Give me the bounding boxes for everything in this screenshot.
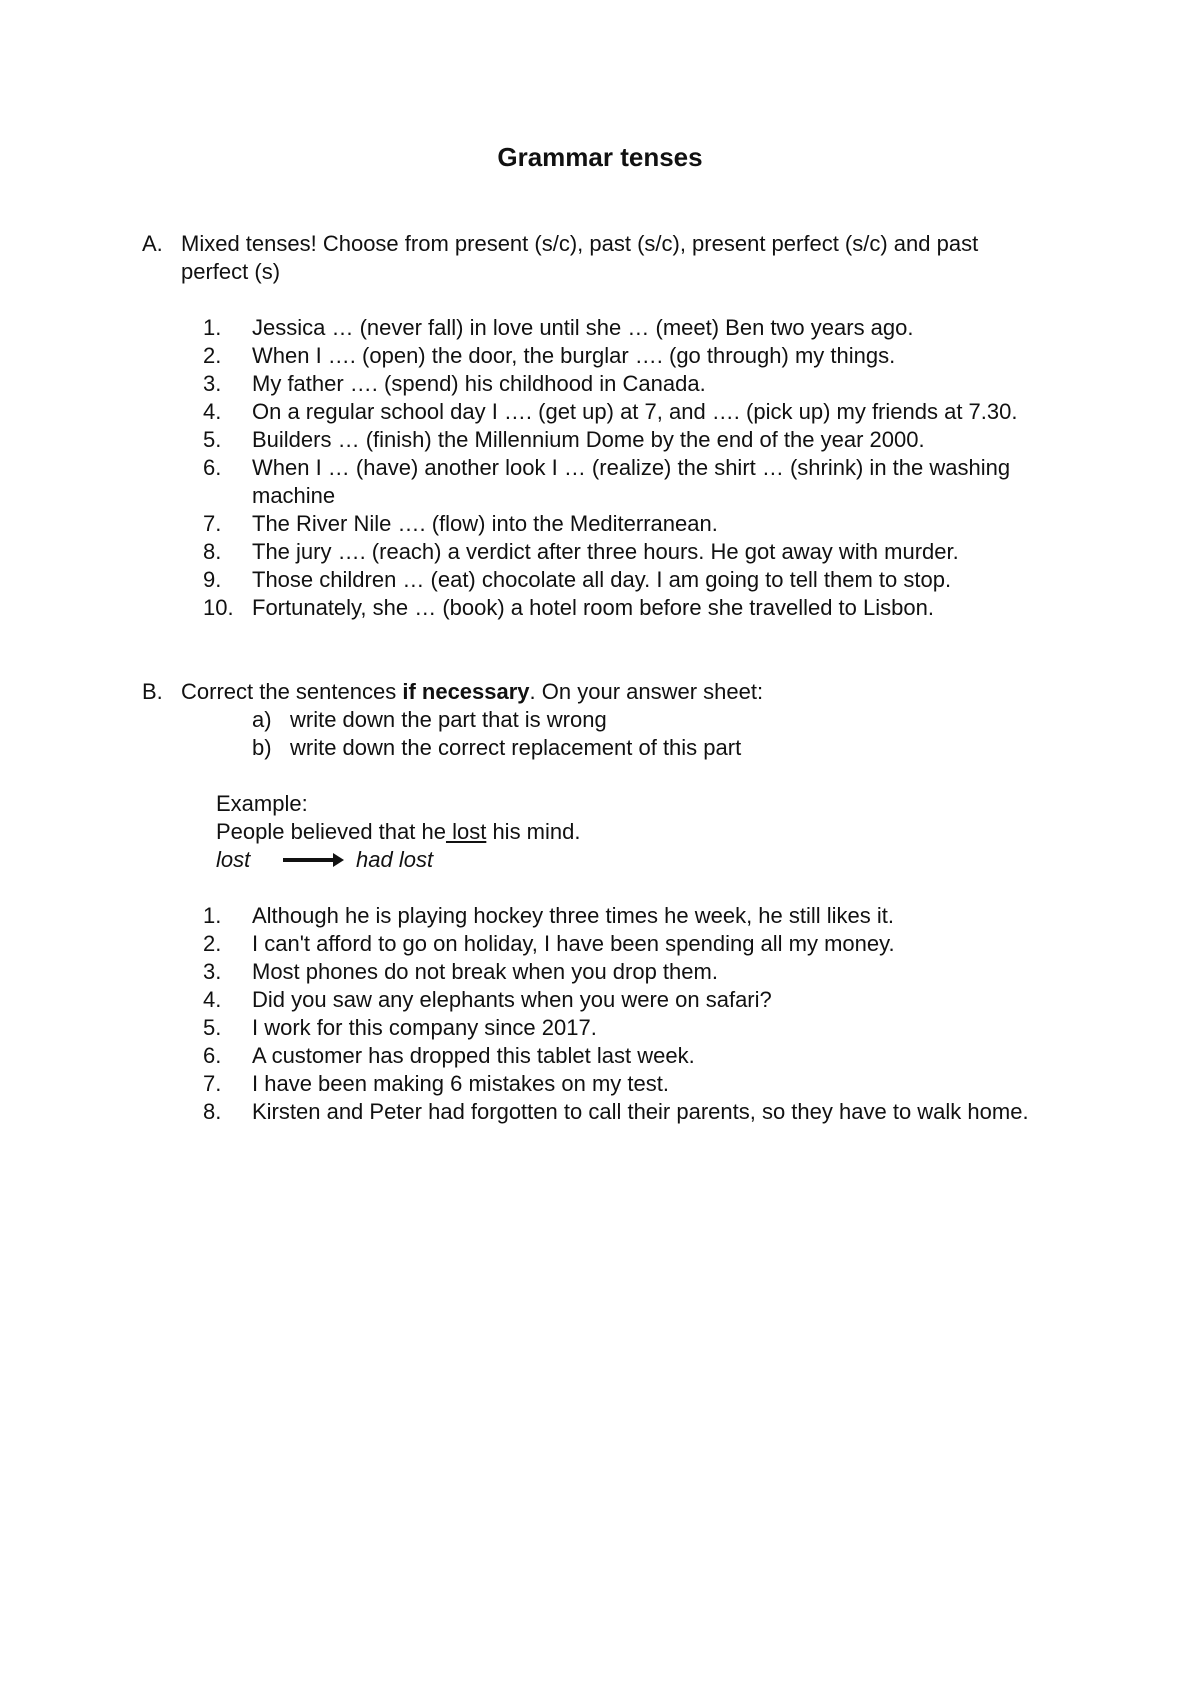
item-number: 1. [203,903,222,928]
section-b-sublist [252,706,1042,762]
item-text: When I …. (open) the door, the burglar …. (go through) my things. [252,343,896,368]
sub-item-text: write down the part that is wrong [290,707,607,732]
list-item [203,314,1042,342]
example-sentence-post: his mind. [486,819,581,844]
item-text: Kirsten and Peter had forgotten to call their parents, so they have to walk home. [252,1099,1029,1124]
item-number: 7. [203,1071,222,1096]
item-number: 3. [203,959,222,984]
item-text: Most phones do not break when you drop them. [252,959,718,984]
item-text: Did you saw any elephants when you were on safari? [252,987,772,1012]
list-item [203,1098,1042,1126]
list-item [203,454,1042,510]
section-a-letter: A. [142,231,163,256]
sub-item-letter: b) [252,735,272,760]
example-label: Example: [216,791,308,816]
example-correct-part: had lost [356,847,434,872]
section-a-heading [142,230,1042,286]
item-number: 6. [203,1043,222,1068]
sub-item-letter: a) [252,707,272,732]
section-b-letter: B. [142,679,163,704]
example-block [216,790,1042,874]
item-number: 10. [203,595,234,620]
item-number: 7. [203,511,222,536]
sub-item-text: write down the correct replacement of this part [290,735,742,760]
list-item [203,902,1042,930]
example-underlined-word: lost [445,819,487,844]
list-item [203,1014,1042,1042]
right-arrow-icon [281,850,345,870]
list-item [203,538,1042,566]
list-item [203,566,1042,594]
item-number: 1. [203,315,222,340]
example-correction [216,846,1042,874]
item-text: Those children … (eat) chocolate all day. I am going to tell them to stop. [252,567,952,592]
list-item [203,510,1042,538]
item-number: 5. [203,1015,222,1040]
page-title: Grammar tenses [497,142,703,172]
section-b-instruction-emphasis: if necessary [402,679,530,704]
list-item [203,1042,1042,1070]
item-number: 2. [203,343,222,368]
list-item [203,1070,1042,1098]
item-text: A customer has dropped this tablet last week. [252,1043,695,1068]
item-text: The River Nile …. (flow) into the Mediterranean. [252,511,718,536]
item-number: 6. [203,455,222,480]
list-item [203,398,1042,426]
item-number: 2. [203,931,222,956]
section-b-list [203,902,1042,1126]
list-item [203,930,1042,958]
item-text: I work for this company since 2017. [252,1015,597,1040]
item-number: 8. [203,1099,222,1124]
item-text: When I … (have) another look I … (realize) the shirt … (shrink) in the washing machine [252,455,1011,508]
item-text: I can't afford to go on holiday, I have been spending all my money. [252,931,895,956]
section-b-heading [142,678,1042,706]
sub-list-item [252,706,1042,734]
example-sentence-pre: People believed that he [216,819,446,844]
section-b-instruction-pre: Correct the sentences [181,679,403,704]
item-number: 4. [203,987,222,1012]
item-text: Jessica … (never fall) in love until she … (meet) Ben two years ago. [252,315,914,340]
item-number: 5. [203,427,222,452]
item-text: Although he is playing hockey three times he week, he still likes it. [252,903,894,928]
section-a [142,230,1042,622]
item-text: The jury …. (reach) a verdict after three hours. He got away with murder. [252,539,959,564]
sub-list-item [252,734,1042,762]
section-b [142,678,1042,1126]
item-text: My father …. (spend) his childhood in Canada. [252,371,706,396]
item-number: 8. [203,539,222,564]
section-b-instruction-post: . On your answer sheet: [529,679,764,704]
example-sentence [216,818,1042,846]
item-text: Builders … (finish) the Millennium Dome by the end of the year 2000. [252,427,925,452]
item-text: I have been making 6 mistakes on my test. [252,1071,669,1096]
example-wrong-part: lost [216,847,251,872]
section-a-instruction: Mixed tenses! Choose from present (s/c), past (s/c), present perfect (s/c) and past perfect (s) [181,231,979,284]
list-item [203,426,1042,454]
list-item [203,342,1042,370]
item-number: 3. [203,371,222,396]
item-number: 4. [203,399,222,424]
list-item [203,986,1042,1014]
section-a-list [203,314,1042,622]
item-text: Fortunately, she … (book) a hotel room before she travelled to Lisbon. [252,595,934,620]
list-item [203,370,1042,398]
list-item [203,594,1042,622]
item-number: 9. [203,567,222,592]
item-text: On a regular school day I …. (get up) at 7, and …. (pick up) my friends at 7.30. [252,399,1018,424]
list-item [203,958,1042,986]
